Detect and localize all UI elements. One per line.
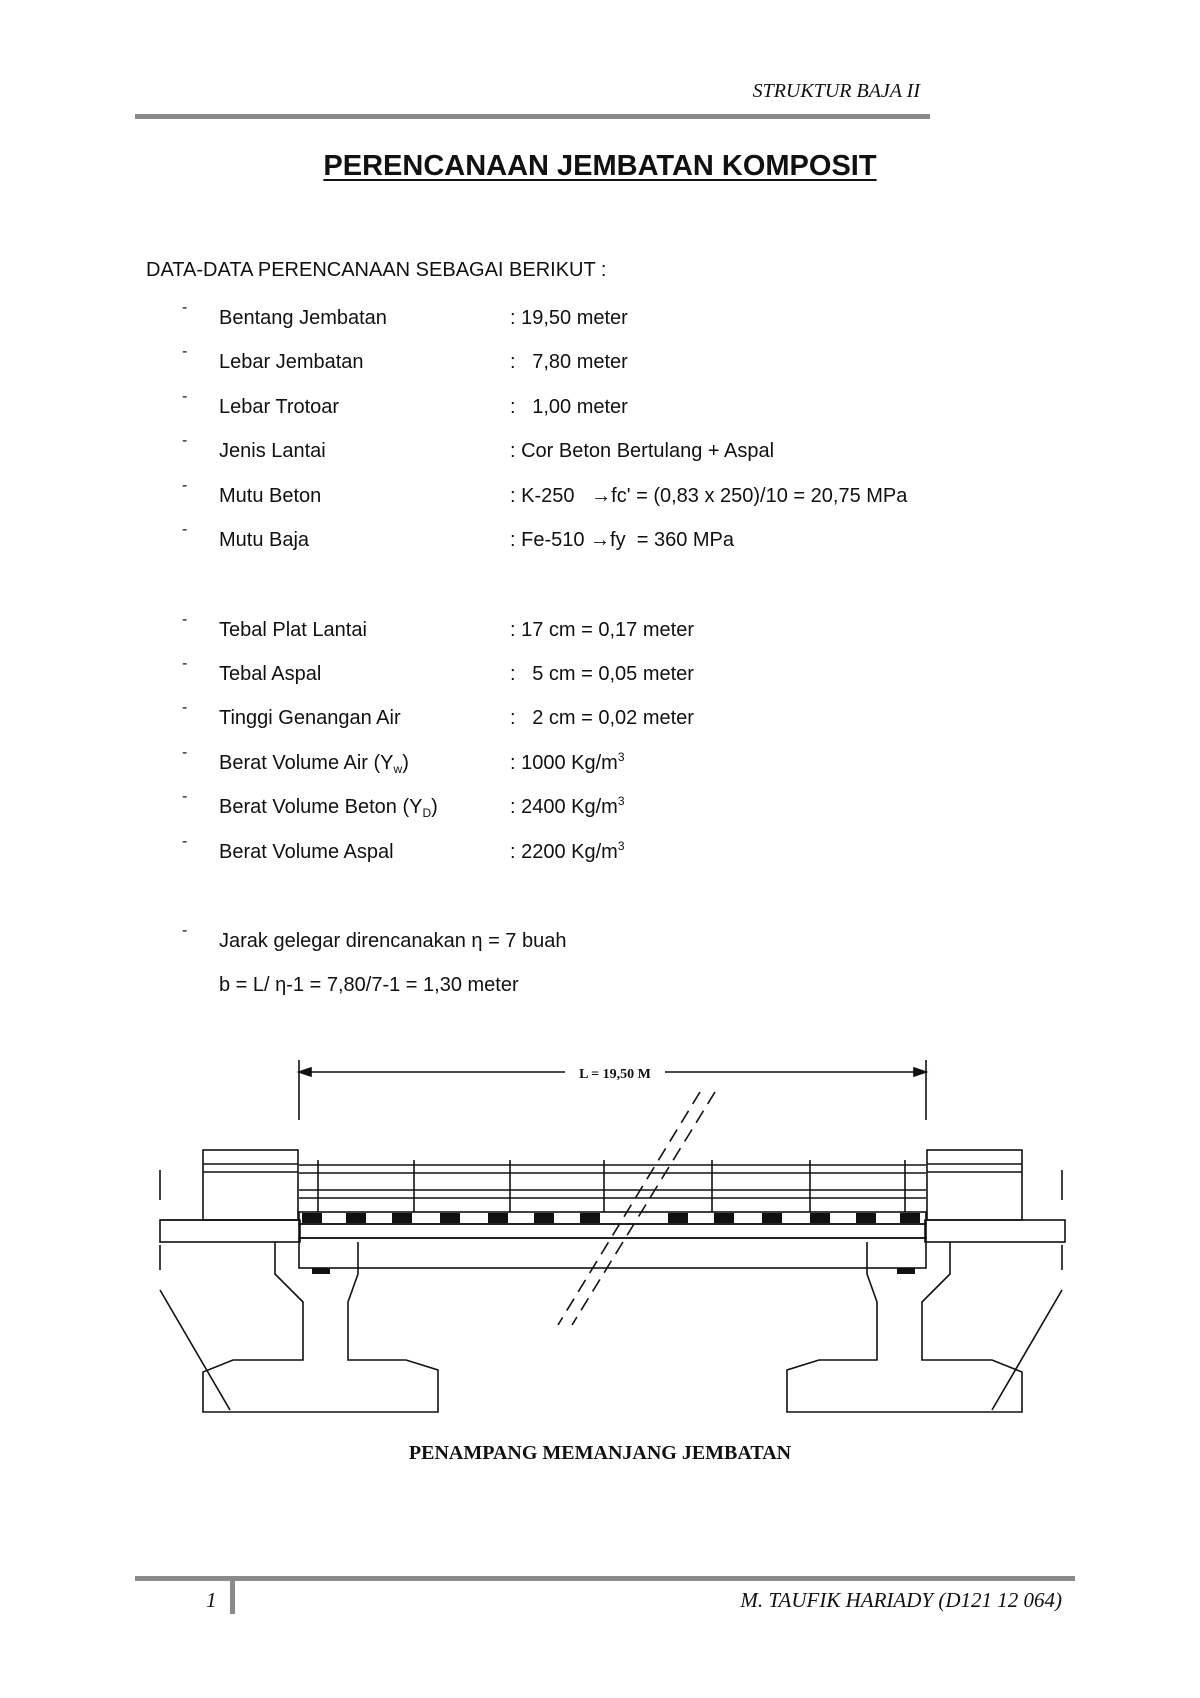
item-label-close: ) bbox=[431, 796, 438, 818]
item-value: : 7,80 meter bbox=[510, 351, 628, 373]
item-value-text: : 2200 Kg/m bbox=[510, 841, 618, 863]
data-item bbox=[0, 343, 1200, 381]
data-item bbox=[0, 699, 1200, 737]
data-item bbox=[0, 299, 1200, 337]
page-title-text: PERENCANAAN JEMBATAN KOMPOSIT bbox=[323, 150, 877, 182]
data-item bbox=[0, 432, 1200, 470]
bullet-mark: - bbox=[182, 699, 188, 716]
bridge-railing bbox=[299, 1160, 926, 1212]
item-label: Mutu Beton bbox=[219, 485, 322, 507]
data-item bbox=[0, 788, 1200, 826]
item-label: Jenis Lantai bbox=[219, 440, 326, 462]
bullet-mark: - bbox=[182, 477, 188, 494]
item-value-superscript: 3 bbox=[617, 794, 625, 808]
item-label-close: ) bbox=[402, 752, 409, 774]
item-value: : Fe-510 →fy = 360 MPa bbox=[510, 529, 734, 551]
data-item bbox=[0, 833, 1200, 871]
data-item bbox=[0, 477, 1200, 515]
header-course: STRUKTUR BAJA II bbox=[752, 80, 920, 102]
item-value: : 1,00 meter bbox=[510, 396, 628, 418]
item-value bbox=[510, 752, 625, 775]
item-value: : K-250 →fc' = (0,83 x 250)/10 = 20,75 MPa bbox=[510, 485, 908, 507]
item-label-text: Berat Volume Air (Y bbox=[219, 752, 394, 774]
drawing-caption: PENAMPANG MEMANJANG JEMBATAN bbox=[408, 1442, 792, 1464]
item-label: Mutu Baja bbox=[219, 529, 310, 551]
data-item bbox=[0, 744, 1200, 782]
item-label: Bentang Jembatan bbox=[219, 307, 387, 329]
formula-text: b = L/ η-1 = 7,80/7-1 = 1,30 meter bbox=[219, 974, 519, 996]
bullet-mark: - bbox=[182, 922, 188, 939]
bullet-mark: - bbox=[182, 611, 188, 628]
item-value: : 2 cm = 0,02 meter bbox=[510, 707, 694, 729]
footer-rule bbox=[135, 1576, 1075, 1581]
bullet-mark: - bbox=[182, 432, 188, 449]
item-label-text: Berat Volume Beton (Y bbox=[219, 796, 423, 818]
item-label-subscript: D bbox=[422, 806, 432, 820]
bullet-mark: - bbox=[182, 299, 188, 316]
bullet-mark: - bbox=[182, 744, 188, 761]
item-label-subscript: w bbox=[393, 762, 403, 776]
item-label bbox=[219, 796, 438, 819]
footer-author: M. TAUFIK HARIADY (D121 12 064) bbox=[740, 1588, 1062, 1612]
page-number: 1 bbox=[206, 1588, 217, 1612]
deck-blocks bbox=[302, 1213, 920, 1274]
bullet-mark: - bbox=[182, 655, 188, 672]
data-item bbox=[0, 388, 1200, 426]
item-label: Jarak gelegar direncanakan η = 7 buah bbox=[219, 930, 567, 952]
item-label: Berat Volume Aspal bbox=[219, 841, 394, 863]
data-item bbox=[0, 922, 1200, 960]
bullet-mark: - bbox=[182, 388, 188, 405]
footer-rule-tick bbox=[230, 1576, 235, 1614]
bullet-mark: - bbox=[182, 833, 188, 850]
break-lines bbox=[558, 1092, 715, 1325]
bridge-longitudinal-section bbox=[0, 1040, 1200, 1440]
data-item bbox=[0, 611, 1200, 649]
item-value bbox=[510, 796, 625, 819]
data-item bbox=[0, 655, 1200, 693]
bullet-mark: - bbox=[182, 343, 188, 360]
item-value: : 19,50 meter bbox=[510, 307, 628, 329]
item-label bbox=[219, 752, 409, 775]
item-label: Lebar Trotoar bbox=[219, 396, 340, 418]
item-value bbox=[510, 841, 625, 864]
item-value-superscript: 3 bbox=[617, 750, 625, 764]
bullet-mark: - bbox=[182, 788, 188, 805]
item-value: : 17 cm = 0,17 meter bbox=[510, 619, 694, 641]
item-label: Tinggi Genangan Air bbox=[219, 707, 401, 729]
item-label: Tebal Plat Lantai bbox=[219, 619, 367, 641]
item-value: : Cor Beton Bertulang + Aspal bbox=[510, 440, 775, 462]
item-value-superscript: 3 bbox=[617, 839, 625, 853]
bullet-mark: - bbox=[182, 521, 188, 538]
item-value: : 5 cm = 0,05 meter bbox=[510, 663, 694, 685]
item-label: Tebal Aspal bbox=[219, 663, 322, 685]
item-label: Lebar Jembatan bbox=[219, 351, 364, 373]
intro-heading: DATA-DATA PERENCANAAN SEBAGAI BERIKUT : bbox=[146, 259, 607, 281]
item-value-text: : 1000 Kg/m bbox=[510, 752, 618, 774]
formula-line bbox=[0, 974, 1200, 1004]
item-value-text: : 2400 Kg/m bbox=[510, 796, 618, 818]
data-item bbox=[0, 521, 1200, 559]
span-label: L = 19,50 M bbox=[579, 1067, 651, 1082]
